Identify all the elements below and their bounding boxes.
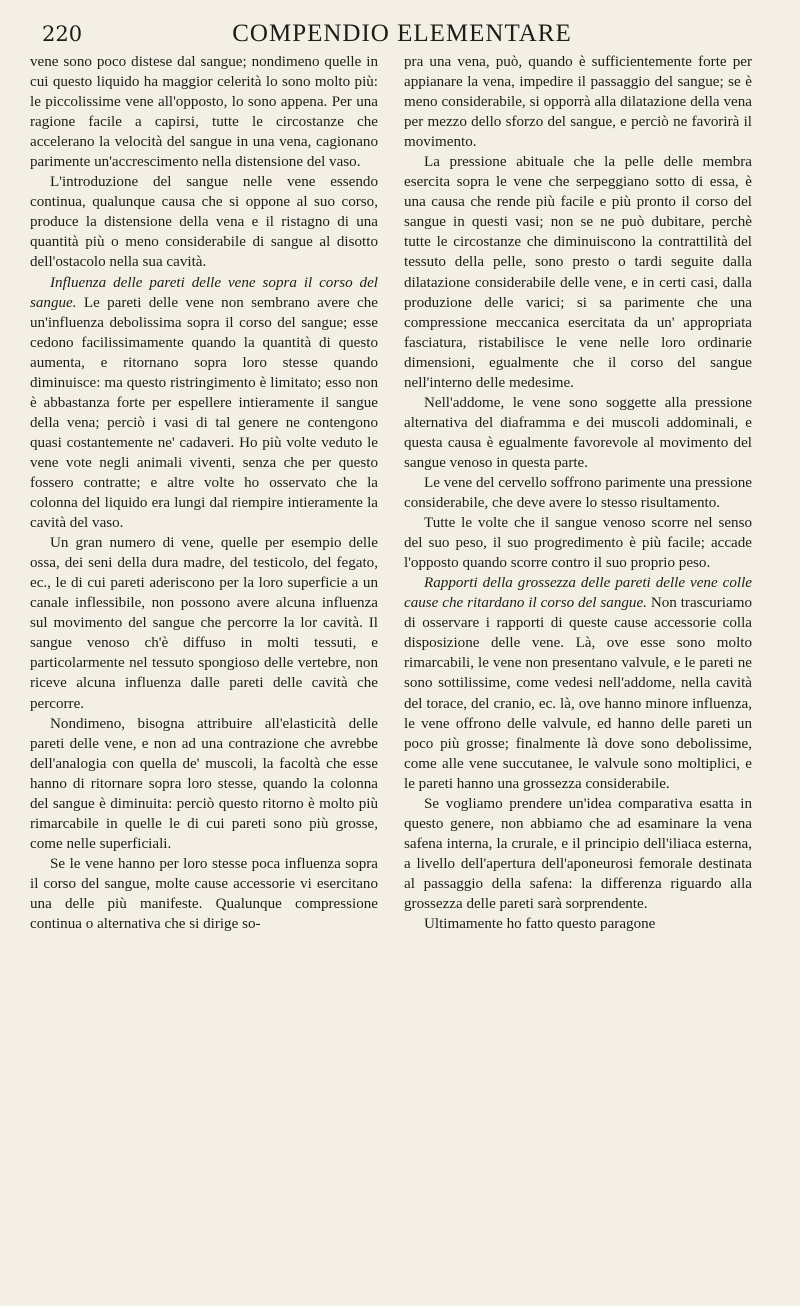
left-column [30, 52, 378, 934]
section-heading: Influenza delle pareti delle vene sopra il corso del sangue. [30, 274, 378, 311]
paragraph: Se le vene hanno per loro stesse poca influenza sopra il corso del sangue, molte cause accessorie vi esercitano una delle più manifeste. Qualunque compressione continua o alternativa che si dirige so- [30, 855, 378, 933]
page-number: 220 [42, 22, 83, 46]
paragraph-with-heading [30, 273, 378, 534]
paragraph-with-heading [404, 573, 752, 794]
paragraph-body: Non trascuriamo di osservare i rapporti di queste cause accessorie colla disposizione delle vene. Là, ove esse sono molto rimarcabili, le vene non presentano valvule, e le pareti ne sono sottilissime, come vedesi nell'addome, nella cavità del torace, del cranio, ec. là, ove hanno minore influenza, le vene offrono delle valvule, ed hanno delle pareti un poco più grosse; finalmente là dove sono debolissime, come alle vene succutanee, le valvule sono moltiplici, e le pareti hanno una grossezza considerabile. [404, 595, 752, 792]
paragraph: Tutte le volte che il sangue venoso scorre nel senso del suo peso, il suo progredimento è più facile; accade l'opposto quando scorre contro il suo proprio peso. [404, 515, 752, 572]
paragraph-body: Le pareti delle vene non sembrano avere che un'influenza debolissima sopra il corso del sangue; esse cedono facilissimamente quando la quantità di questo aumenta, e ritornano sopra loro stesse quando diminuisce: ma questo ristringimento è limitato; esso non è abbastanza forte per espellere intieramente il sangue della vena; perciò i vasi di tal genere ne contengono quasi costantemente ne' cadaveri. Ho più volte veduto le vene vote negli animali viventi, senza che per questo fossero contratte; e altre volte ho osservato che la colonna del liquido era lungi dal riempire intieramente la cavità del vaso. [30, 294, 378, 532]
paragraph: Le vene del cervello soffrono parimente una pressione considerabile, che deve avere lo stesso risultamento. [404, 474, 752, 512]
paragraph: Se vogliamo prendere un'idea comparativa esatta in questo genere, non abbiamo che ad esaminare la vena safena interna, la crurale, e il principio dell'iliaca esterna, a livello dell'apertura dell'aponeurosi femorale destinata al passaggio della safena: la differenza riguardo alla grossezza delle pareti sarà sorprendente. [404, 795, 752, 912]
paragraph: La pressione abituale che la pelle delle membra esercita sopra le vene che serpeggiano sotto di essa, è una causa che rende più facile e più pronto il corso del sangue in questi vasi; non se ne può dubitare, perchè tutte le circostanze che diminuiscono la contrattilità del tessuto della pelle, sono presto o tardi seguite dalla dilatazione considerabile delle vene, e in certi casi, dalla produzione delle varici; si sa parimente che una compressione meccanica esercitata da un' appropriata fasciatura, ristabilisce le vene nelle loro ordinarie dimensioni, egualmente che il corso del sangue nell'interno delle medesime. [404, 154, 752, 391]
paragraph: vene sono poco distese dal sangue; nondimeno quelle in cui questo liquido ha maggior celerità lo sono molto più: le piccolissime vene all'opposto, lo sono appena. Per una ragione facile a capirsi, tutte le circostanze che accelerano la velocità del sangue in una vena, cagionano parimente un'accrescimento nella distensione del vaso. [30, 54, 378, 171]
running-title: COMPENDIO ELEMENTARE [232, 20, 572, 47]
paragraph: pra una vena, può, quando è sufficientemente forte per appianare la vena, impedire il passaggio del sangue; se è meno considerabile, si opporrà alla dilatazione della vena per mezzo dello sforzo del sangue, e perciò ne favorirà il movimento. [404, 54, 752, 151]
paragraph: Nondimeno, bisogna attribuire all'elasticità delle pareti delle vene, e non ad una contrazione che avrebbe dell'analogia con quella de' muscoli, la facoltà che esse hanno di ritornare sopra loro stesse, quando la colonna del sangue è diminuita: perciò questo ritorno è molto più rimarcabile in quelle le di cui pareti sono più grosse, come nelle superficiali. [30, 715, 378, 852]
right-column [404, 52, 752, 934]
page-header [42, 20, 762, 50]
section-heading: Rapporti della grossezza delle pareti delle vene colle cause che ritardano il corso del sangue. [404, 575, 752, 612]
paragraph: Ultimamente ho fatto questo paragone [424, 916, 656, 933]
paragraph: Nell'addome, le vene sono soggette alla pressione alternativa del diaframma e dei muscoli addominali, e questa causa è egualmente favorevole al movimento del sangue venoso in questa parte. [404, 394, 752, 471]
paragraph: L'introduzione del sangue nelle vene essendo continua, qualunque causa che si oppone al suo corso, produce la distensione della vena e il ristagno di una quantità più o meno considerabile di sangue al disotto dell'ostacolo nella sua cavità. [30, 174, 378, 271]
paragraph: Un gran numero di vene, quelle per esempio delle ossa, dei seni della dura madre, del testicolo, del fegato, ec., le di cui pareti aderiscono per la loro superficie a un canale inflessibile, non possono avere alcuna influenza sul movimento del sangue che percorre la lor cavità. Il sangue venoso ch'è diffuso in molti tessuti, e particolarmente nel tessuto spongioso delle vertebre, non riceve alcuna influenza dalle pareti delle cavità che percorre. [30, 535, 378, 712]
